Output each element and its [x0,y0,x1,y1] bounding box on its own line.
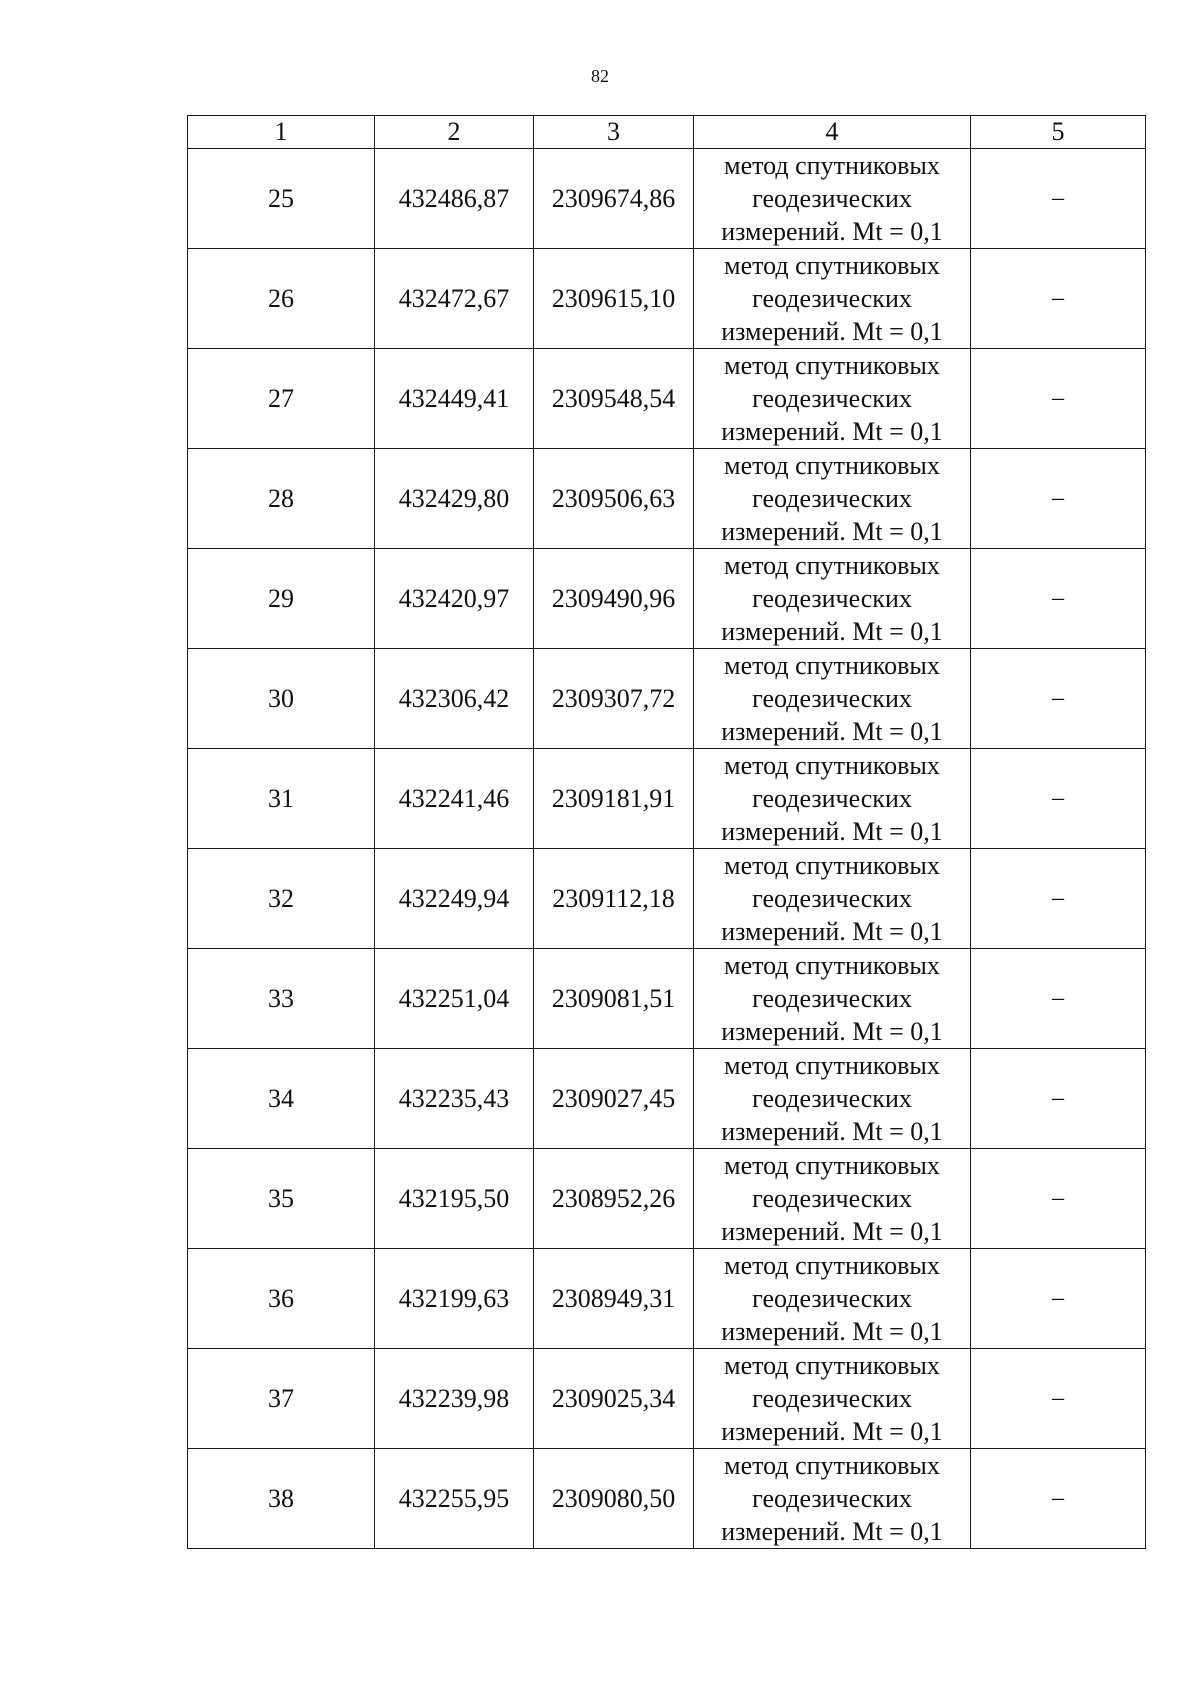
method-cell [694,1049,971,1149]
point-number-cell: 37 [188,1349,375,1449]
note-cell: – [971,349,1146,449]
table-row [188,1449,1146,1549]
note-cell: – [971,749,1146,849]
method-line: геодезических [752,584,912,613]
x-coordinate-cell: 432486,87 [375,149,534,249]
table-header [188,116,1146,149]
method-line: геодезических [752,384,912,413]
y-coordinate-cell: 2309490,96 [534,549,694,649]
y-coordinate-cell: 2309080,50 [534,1449,694,1549]
note-cell: – [971,1349,1146,1449]
column-header-5: 5 [971,116,1146,149]
point-number-cell: 34 [188,1049,375,1149]
point-number-cell: 27 [188,349,375,449]
method-line: измерений. Mt = 0,1 [721,517,943,546]
method-cell [694,749,971,849]
method-line: геодезических [752,984,912,1013]
x-coordinate-cell: 432306,42 [375,649,534,749]
point-number-cell: 26 [188,249,375,349]
note-cell: – [971,649,1146,749]
method-line: измерений. Mt = 0,1 [721,1217,943,1246]
method-line: геодезических [752,684,912,713]
y-coordinate-cell: 2309025,34 [534,1349,694,1449]
y-coordinate-cell: 2309548,54 [534,349,694,449]
y-coordinate-cell: 2309081,51 [534,949,694,1049]
method-line: метод спутниковых [724,851,940,880]
method-line: геодезических [752,184,912,213]
method-line: геодезических [752,1184,912,1213]
y-coordinate-cell: 2308952,26 [534,1149,694,1249]
method-line: метод спутниковых [724,551,940,580]
note-cell: – [971,849,1146,949]
method-line: геодезических [752,1484,912,1513]
x-coordinate-cell: 432449,41 [375,349,534,449]
point-number-cell: 32 [188,849,375,949]
method-line: метод спутниковых [724,351,940,380]
method-line: измерений. Mt = 0,1 [721,1117,943,1146]
method-line: измерений. Mt = 0,1 [721,717,943,746]
point-number-cell: 38 [188,1449,375,1549]
method-line: метод спутниковых [724,751,940,780]
method-cell [694,849,971,949]
method-line: геодезических [752,884,912,913]
method-line: измерений. Mt = 0,1 [721,317,943,346]
method-line: измерений. Mt = 0,1 [721,1017,943,1046]
method-line: измерений. Mt = 0,1 [721,817,943,846]
note-cell: – [971,449,1146,549]
note-cell: – [971,1249,1146,1349]
method-cell [694,1249,971,1349]
method-line: геодезических [752,484,912,513]
method-line: геодезических [752,284,912,313]
x-coordinate-cell: 432239,98 [375,1349,534,1449]
method-cell [694,249,971,349]
x-coordinate-cell: 432195,50 [375,1149,534,1249]
x-coordinate-cell: 432251,04 [375,949,534,1049]
x-coordinate-cell: 432199,63 [375,1249,534,1349]
point-number-cell: 31 [188,749,375,849]
y-coordinate-cell: 2309027,45 [534,1049,694,1149]
method-cell [694,1449,971,1549]
note-cell: – [971,149,1146,249]
note-cell: – [971,1449,1146,1549]
method-line: метод спутниковых [724,1451,940,1480]
table-row [188,449,1146,549]
table-row [188,549,1146,649]
method-cell [694,449,971,549]
method-line: измерений. Mt = 0,1 [721,1317,943,1346]
table-row [188,349,1146,449]
column-header-4: 4 [694,116,971,149]
method-cell [694,1349,971,1449]
x-coordinate-cell: 432420,97 [375,549,534,649]
table-row [188,1249,1146,1349]
method-cell [694,649,971,749]
table-row [188,249,1146,349]
method-line: метод спутниковых [724,951,940,980]
point-number-cell: 35 [188,1149,375,1249]
header-row [188,116,1146,149]
table-row [188,749,1146,849]
method-cell [694,549,971,649]
method-line: геодезических [752,1084,912,1113]
note-cell: – [971,1149,1146,1249]
method-line: метод спутниковых [724,1351,940,1380]
method-line: метод спутниковых [724,1151,940,1180]
y-coordinate-cell: 2309181,91 [534,749,694,849]
y-coordinate-cell: 2309307,72 [534,649,694,749]
table-row [188,1149,1146,1249]
method-line: геодезических [752,1384,912,1413]
table-row [188,1349,1146,1449]
column-header-1: 1 [188,116,375,149]
x-coordinate-cell: 432429,80 [375,449,534,549]
x-coordinate-cell: 432235,43 [375,1049,534,1149]
method-line: метод спутниковых [724,651,940,680]
x-coordinate-cell: 432255,95 [375,1449,534,1549]
point-number-cell: 28 [188,449,375,549]
note-cell: – [971,249,1146,349]
method-line: метод спутниковых [724,1051,940,1080]
method-line: метод спутниковых [724,451,940,480]
y-coordinate-cell: 2309615,10 [534,249,694,349]
method-line: метод спутниковых [724,251,940,280]
point-number-cell: 30 [188,649,375,749]
point-number-cell: 25 [188,149,375,249]
point-number-cell: 29 [188,549,375,649]
column-header-3: 3 [534,116,694,149]
y-coordinate-cell: 2309112,18 [534,849,694,949]
table-row [188,1049,1146,1149]
table-row [188,649,1146,749]
method-cell [694,1149,971,1249]
y-coordinate-cell: 2309506,63 [534,449,694,549]
method-line: измерений. Mt = 0,1 [721,417,943,446]
method-line: измерений. Mt = 0,1 [721,617,943,646]
x-coordinate-cell: 432249,94 [375,849,534,949]
note-cell: – [971,1049,1146,1149]
column-header-2: 2 [375,116,534,149]
y-coordinate-cell: 2308949,31 [534,1249,694,1349]
method-line: измерений. Mt = 0,1 [721,217,943,246]
table-body [188,149,1146,1549]
method-cell [694,349,971,449]
x-coordinate-cell: 432241,46 [375,749,534,849]
table-row [188,849,1146,949]
table-row [188,149,1146,249]
page-number: 82 [591,66,609,86]
note-cell: – [971,549,1146,649]
method-cell [694,149,971,249]
method-line: измерений. Mt = 0,1 [721,1417,943,1446]
method-line: геодезических [752,1284,912,1313]
point-number-cell: 33 [188,949,375,1049]
method-line: измерений. Mt = 0,1 [721,917,943,946]
table-row [188,949,1146,1049]
method-line: геодезических [752,784,912,813]
note-cell: – [971,949,1146,1049]
method-line: измерений. Mt = 0,1 [721,1517,943,1546]
method-line: метод спутниковых [724,1251,940,1280]
x-coordinate-cell: 432472,67 [375,249,534,349]
coordinates-table [187,115,1146,1549]
method-line: метод спутниковых [724,151,940,180]
y-coordinate-cell: 2309674,86 [534,149,694,249]
method-cell [694,949,971,1049]
point-number-cell: 36 [188,1249,375,1349]
